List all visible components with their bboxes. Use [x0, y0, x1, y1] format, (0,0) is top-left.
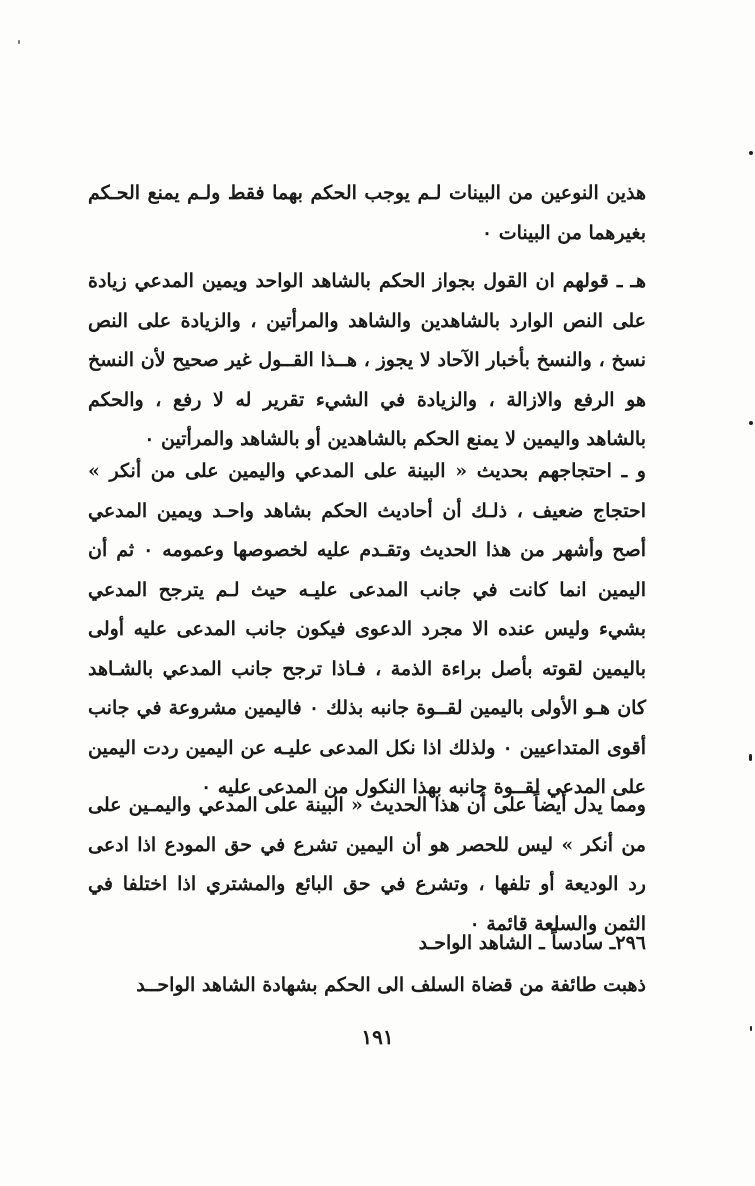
margin-mark [749, 151, 753, 155]
paragraph-he: هـ ـ قولهم ان القول بجواز الحكم بالشاهد الواحد ويمين المدعي زيادة على النص الوارد بالشاهدين والشاهد والمرأتين ، والزيادة على النص نسخ ، والنسخ بأخبار الآحاد لا يجوز ، هــذا القــول غير صحيح لأن النسخ هو الرفع والازالة ، والزيادة في الشيء تقرير له لا رفع ، والحكم بالشاهد واليمين لا يمنع الحكم بالشاهدين أو بالشاهد والمرأتين ٠ [88, 270, 646, 450]
margin-mark [749, 754, 752, 761]
scan-speck [18, 40, 20, 44]
paragraph-additional-evidence: ومما يدل أيضاً على أن هذا الحديث « البينة على المدعي واليمـين على من أنكر » ليس للحصر هو أن اليمين تشرع في حق المودع اذا ادعى رد الوديعة أو تلفها ، وتشرع في حق البائع والمشتري اذا اختلفا في الثمن والسلعة قائمة ٠ [88, 794, 646, 935]
section-first-line: ذهبت طائفة من قضاة السلف الى الحكم بشهادة الشاهد الواحــد [136, 974, 646, 996]
margin-mark [749, 421, 753, 425]
paragraph-continuation: هذين النوعين من البينات لـم يوجب الحكم بهما فقط ولـم يمنع الحـكم بغيرهما من البينات ٠ [88, 182, 646, 244]
paragraph-waw: و ـ احتجاجهم بحديث « البينة على المدعي واليمين على من أنكر » احتجاج ضعيف ، ذلـك أن أحاديث الحكم بشاهد واحـد ويمين المدعي أصح وأشهر من هذا الحديث وتقـدم عليه لخصوصها وعمومه ٠ ثم أن اليمين انما كانت في جانب المدعى عليـه حيث لـم يترجح المدعي بشيء وليس عنده الا مجرد الدعوى فيكون جانب المدعى عليه أولى باليمين لقوته بأصل براءة الذمة ، فـاذا ترجح جانب المدعي بالشـاهد كان هـو الأولى باليمين لقــوة جانبه بذلك ٠ فاليمين مشروعة في جانب أقوى المتداعيين ٠ ولذلك اذا نكل المدعى عليـه عن اليمين ردت اليمين على المدعي لقــوة جانبه بهذا النكول من المدعى عليه ٠ [88, 460, 646, 798]
page-number: ١٩١ [361, 1025, 394, 1049]
margin-mark [750, 1026, 752, 1031]
section-heading: ٢٩٦ـ سادساً ـ الشاهد الواحـد [418, 932, 646, 954]
